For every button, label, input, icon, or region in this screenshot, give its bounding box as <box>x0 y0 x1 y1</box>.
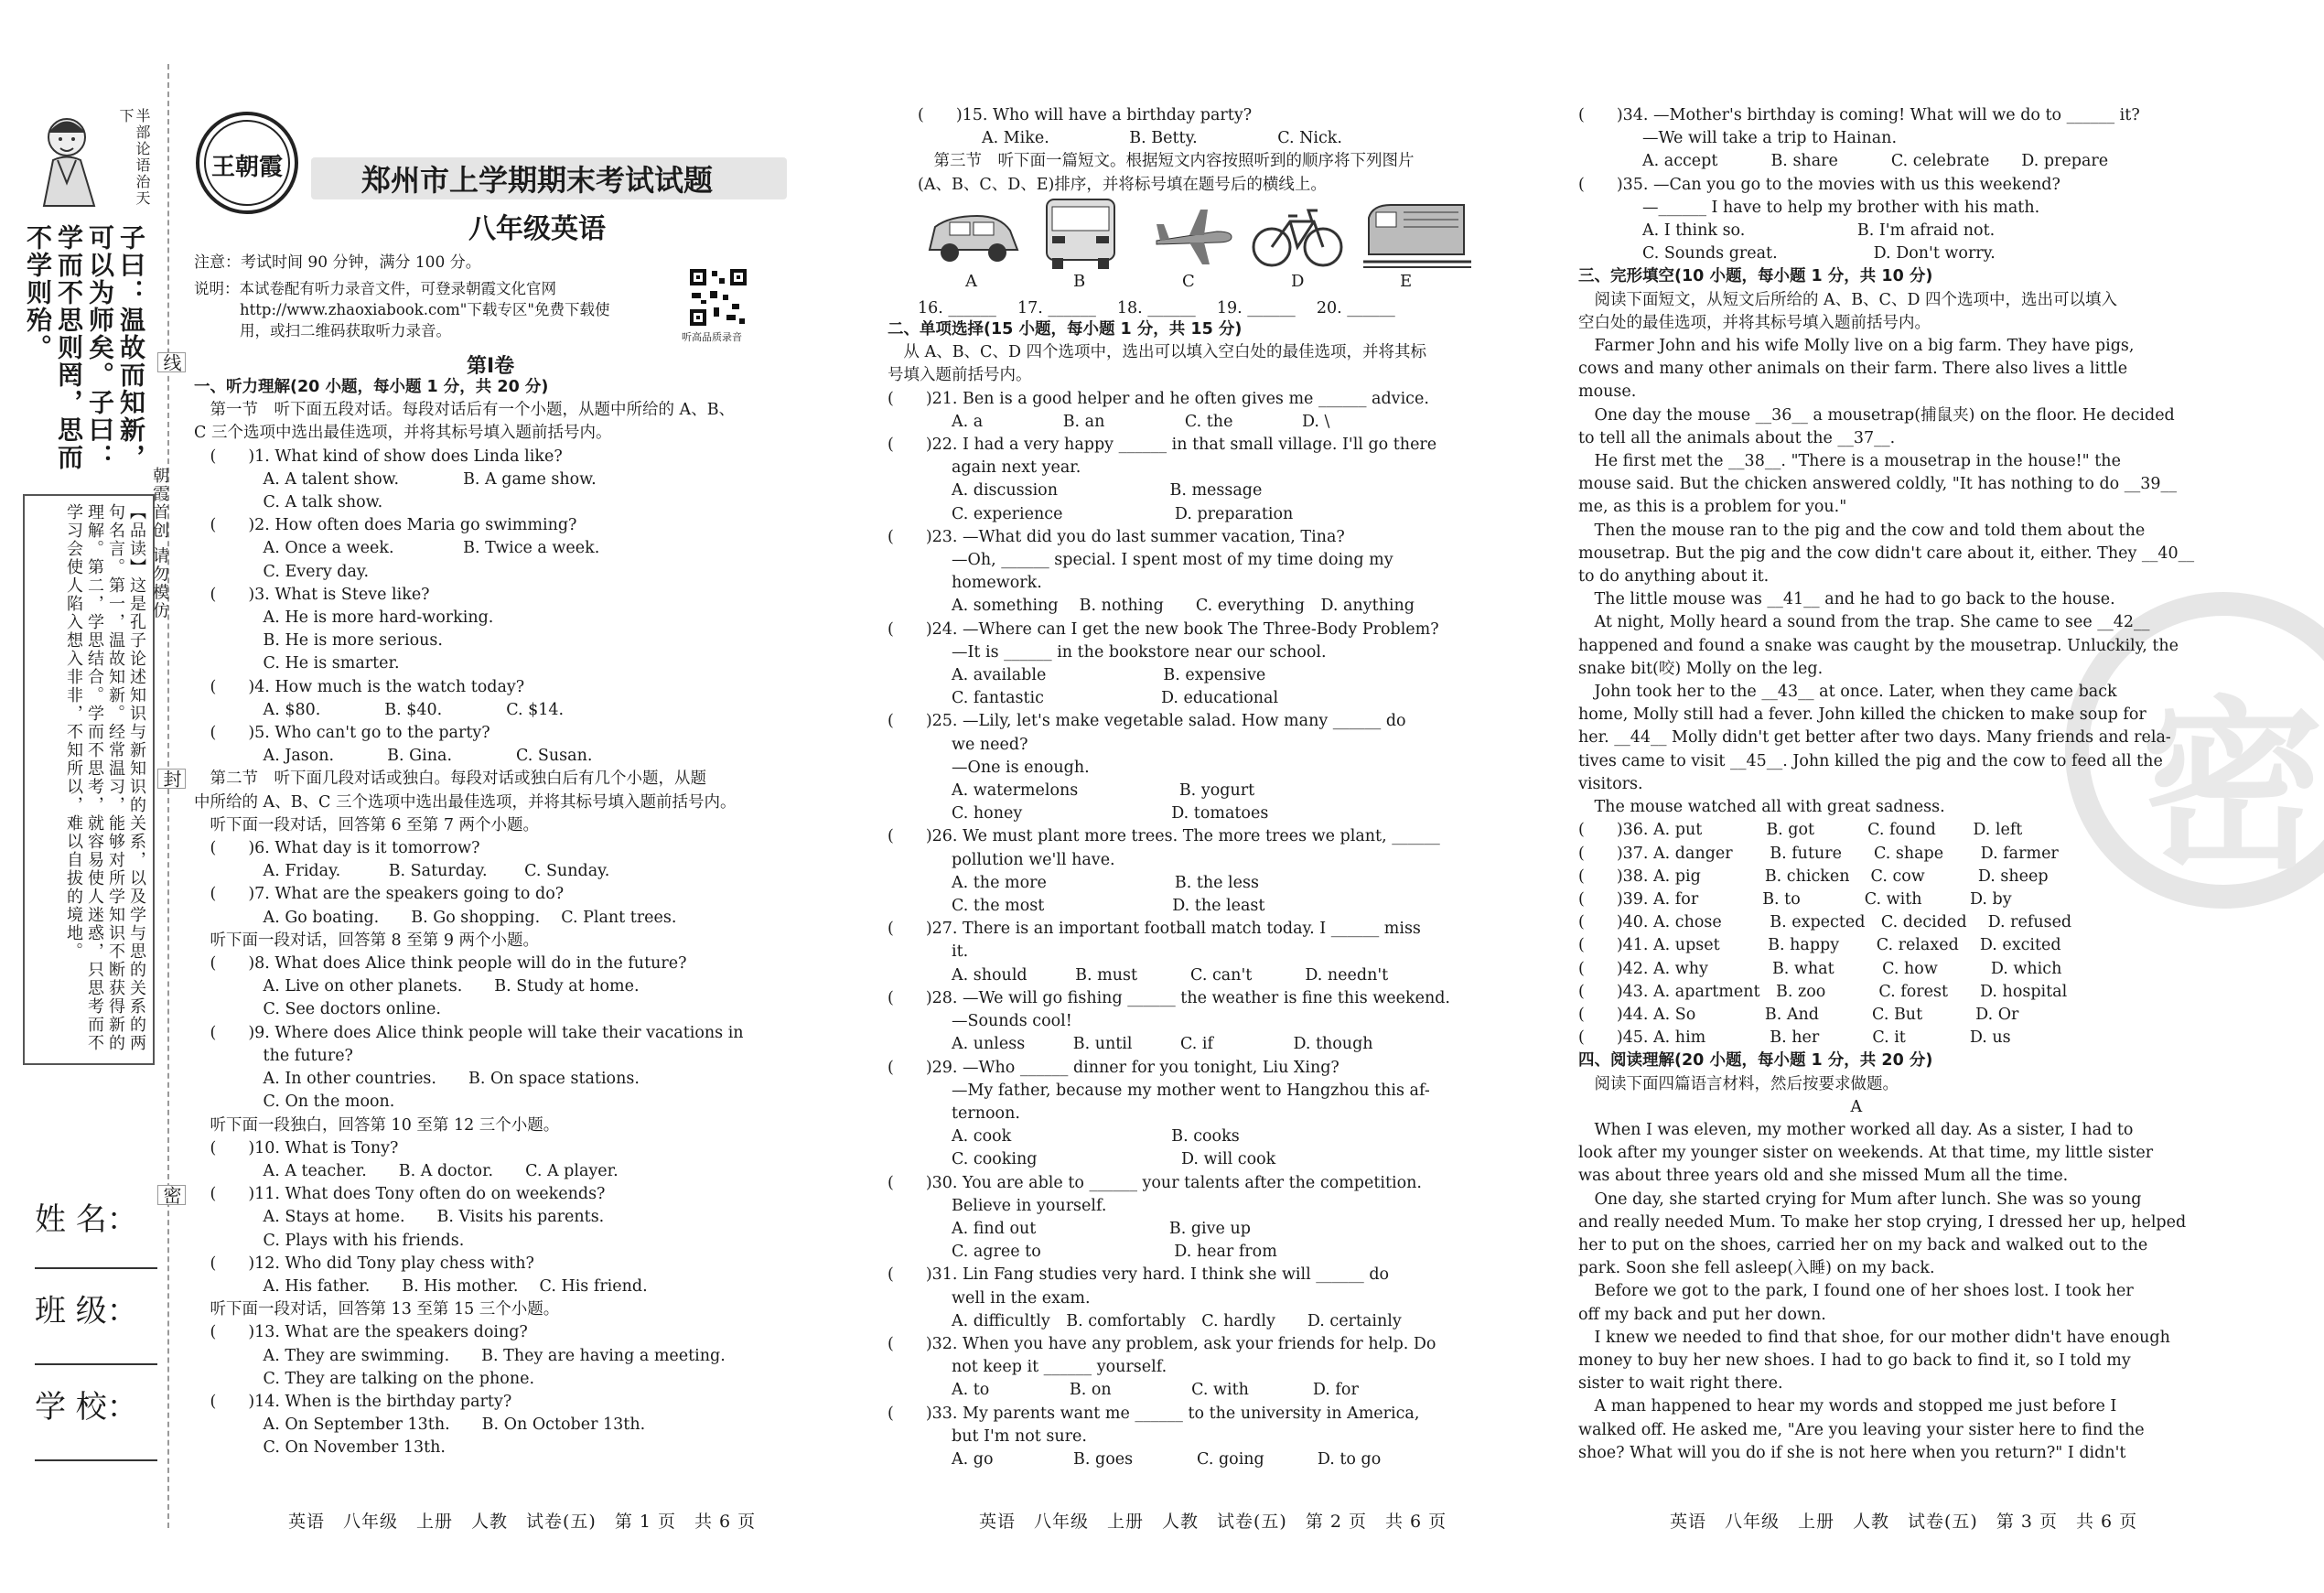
sidebar <box>18 101 151 1199</box>
text-line: 中所给的 A、B、C 三个选项中选出最佳选项，并将其标号填入题前括号内。 <box>194 792 737 812</box>
text-line: park. Soon she fell asleep(入睡) on my back. <box>1578 1259 1935 1278</box>
text-line: 空白处的最佳选项，并将其标号填入题前括号内。 <box>1578 313 1931 332</box>
text-line: B. He is more serious. <box>194 631 443 651</box>
picture-blanks: 16. ______ 17. ______ 18. ______ 19. ______ 20. ______ <box>918 299 1395 318</box>
text-line: ( )11. What does Tony often do on weekends? <box>194 1185 606 1204</box>
class-label: 班 级： <box>35 1293 138 1329</box>
text-line: C. honey D. tomatoes <box>888 804 1269 823</box>
column-2-top <box>918 104 1415 197</box>
text-line: When I was eleven, my mother worked all day. As a sister, I had to <box>1578 1120 2134 1139</box>
text-line: A. I think so. B. I'm afraid not. <box>1578 221 1996 241</box>
text-line: ( )9. Where does Alice think people will take their vacations in <box>194 1023 744 1042</box>
text-line: A <box>1578 1097 1863 1116</box>
text-line: ( )3. What is Steve like? <box>194 585 430 604</box>
text-line: A. His father. B. His mother. C. His friend. <box>194 1276 648 1296</box>
plane-icon <box>1153 204 1235 268</box>
text-line: look after my younger sister on weekends. At that time, my little sister <box>1578 1144 2154 1163</box>
text-line: ( )23. —What did you do last summer vacation, Tina? <box>888 527 1345 546</box>
text-line: John took her to the __43__ at once. Later, when they came back <box>1578 683 2117 702</box>
text-line: A. a B. an C. the D. \ <box>888 412 1330 431</box>
text-line: ( )31. Lin Fang studies very hard. I think she will ______ do <box>888 1265 1390 1285</box>
text-line: 阅读下面短文，从短文后所给的 A、B、C、D 四个选项中，选出可以填入 <box>1578 290 2118 309</box>
text-line: C. experience D. preparation <box>888 504 1294 523</box>
text-line: 听下面一段对话，回答第 6 至第 7 两个小题。 <box>194 815 540 834</box>
footer-page-3: 英语 八年级 上册 人教 试卷(五) 第 3 页 共 6 页 <box>1670 1512 2138 1532</box>
text-line: —One is enough. <box>888 758 1090 777</box>
text-line: A. cook B. cooks <box>888 1127 1240 1146</box>
qr-caption: 听高品质录音 <box>682 331 742 343</box>
text-line: 第一节 听下面五段对话。每段对话后有一个小题，从题中所给的 A、B、 <box>194 401 736 420</box>
text-line: C. Sounds great. D. Don't worry. <box>1578 244 1996 264</box>
text-line: 从 A、B、C、D 四个选项中，选出可以填入空白处的最佳选项，并将其标 <box>888 343 1427 362</box>
confucius-figure <box>26 110 113 210</box>
qr-code-icon[interactable] <box>688 267 748 328</box>
text-line: A. A talent show. B. A game show. <box>194 469 597 489</box>
text-line: C. On the moon. <box>194 1092 395 1112</box>
text-line: sister to wait right there. <box>1578 1374 1783 1394</box>
text-line: At night, Molly heard a sound from the trap. She came to see __42__ <box>1578 613 2150 632</box>
school-line[interactable] <box>35 1459 157 1461</box>
text-line: —______ I have to help my brother with his math. <box>1578 198 2040 217</box>
text-line: C. cooking D. will cook <box>888 1150 1276 1169</box>
text-line: the future? <box>194 1046 353 1065</box>
logo-text: 王朝霞 <box>210 154 283 181</box>
text-line: A. He is more hard-working. <box>194 608 494 628</box>
text-line: and really needed Mum. To make her stop crying, I dressed her up, helped <box>1578 1212 2187 1232</box>
picture-label-c: C <box>1182 272 1195 291</box>
text-line: mouse said. But the chicken answered coldly, "It has nothing to do __39__ <box>1578 475 2178 494</box>
text-line: A. discussion B. message <box>888 481 1263 501</box>
class-line[interactable] <box>35 1363 157 1365</box>
text-line: well in the exam. <box>888 1288 1091 1308</box>
school-label: 学 校： <box>35 1389 138 1426</box>
picture-label-b: B <box>1073 272 1086 291</box>
text-line: ( )37. A. danger B. future C. shape D. farmer <box>1578 844 2059 863</box>
text-line: C. Plays with his friends. <box>194 1231 465 1250</box>
text-line: 第三节 听下面一篇短文。根据短文内容按照听到的顺序将下列图片 <box>918 152 1415 171</box>
text-line: C. A talk show. <box>194 493 383 512</box>
text-line: ( )42. A. why B. what C. how D. which <box>1578 959 2062 978</box>
text-line: 四、阅读理解(20 小题，每小题 1 分，共 20 分) <box>1578 1051 1933 1071</box>
footer-page-1: 英语 八年级 上册 人教 试卷(五) 第 1 页 共 6 页 <box>288 1512 757 1532</box>
text-line: home, Molly still had a fever. John killed the chicken to make soup for <box>1578 705 2146 725</box>
bicycle-icon <box>1252 199 1343 271</box>
text-line: mouse. <box>1578 382 1637 402</box>
text-line: A. find out B. give up <box>888 1219 1251 1238</box>
text-line: One day, she started crying for Mum after lunch. She was so young <box>1578 1189 2142 1209</box>
text-line: ( )2. How often does Maria go swimming? <box>194 516 577 535</box>
text-line: ( )14. When is the birthday party? <box>194 1392 512 1411</box>
text-line: A. watermelons B. yogurt <box>888 781 1255 801</box>
note-text: 注意：考试时间 90 分钟，满分 100 分。 <box>194 253 481 272</box>
text-line: A. Friday. B. Saturday. C. Sunday. <box>194 862 610 881</box>
text-line: A. Go boating. B. Go shopping. C. Plant trees. <box>194 908 677 927</box>
text-line: ( )15. Who will have a birthday party? <box>918 106 1253 124</box>
text-line: A. should B. must C. can't D. needn't <box>888 965 1389 985</box>
text-line: happened and found a snake was caught by the mousetrap. Unluckily, the <box>1578 636 2179 655</box>
name-label: 姓 名： <box>35 1201 138 1238</box>
text-line: ( )30. You are able to ______ your talents after the competition. <box>888 1173 1422 1192</box>
text-line: again next year. <box>888 458 1081 478</box>
text-line: A. the more B. the less <box>888 873 1259 892</box>
picture-label-a: A <box>965 272 977 291</box>
text-line: 第二节 听下面几段对话或独白。每段对话或独白后有几个小题，从题 <box>194 770 706 789</box>
text-line: 号填入题前括号内。 <box>888 366 1032 385</box>
text-line: I knew we needed to find that shoe, for our mother didn't have enough <box>1578 1328 2170 1347</box>
picture-label-d: D <box>1291 272 1305 291</box>
text-line: not keep it ______ yourself. <box>888 1358 1167 1377</box>
text-line: ( )5. Who can't go to the party? <box>194 724 490 743</box>
text-line: A. Once a week. B. Twice a week. <box>194 539 600 558</box>
text-line: A. unless B. until C. if D. though <box>888 1035 1373 1054</box>
text-line: ( )7. What are the speakers going to do? <box>194 885 565 904</box>
text-line: visitors. <box>1578 774 1643 793</box>
text-line: The mouse watched all with great sadness. <box>1578 798 1945 817</box>
text-line: Farmer John and his wife Molly live on a big farm. They have pigs, <box>1578 337 2135 356</box>
text-line: homework. <box>888 574 1042 593</box>
text-line: C. They are talking on the phone. <box>194 1369 535 1388</box>
text-line: ( )29. —Who ______ dinner for you tonight, Liu Xing? <box>888 1058 1340 1077</box>
text-line: C. See doctors online. <box>194 1000 441 1019</box>
text-line: 三、完形填空(10 小题，每小题 1 分，共 10 分) <box>1578 267 1933 286</box>
text-line: mousetrap. But the pig and the cow didn't care about it, either. They __40__ <box>1578 544 2195 563</box>
text-line: Then the mouse ran to the pig and the cow and told them about the <box>1578 521 2146 540</box>
train-icon <box>1363 199 1471 271</box>
text-line: walked off. He asked me, "Are you leaving your sister here to find the <box>1578 1420 2145 1439</box>
text-line: shoe? What will you do if she is not here when you return?" I didn't <box>1578 1443 2126 1462</box>
name-line[interactable] <box>35 1267 157 1269</box>
motto-top: 半部论语治天下 <box>117 108 151 207</box>
text-line: 听下面一段对话，回答第 13 至第 15 三个小题。 <box>194 1300 560 1319</box>
exam-title: 郑州市上学期期末考试试题 <box>361 163 714 198</box>
text-line: He first met the __38__. "There is a mousetrap in the house!" the <box>1578 452 2121 471</box>
text-line: ( )33. My parents want me ______ to the university in America, <box>888 1404 1420 1423</box>
text-line: ( )34. —Mother's birthday is coming! What will we do to ______ it? <box>1578 106 2140 124</box>
text-line: A. Mike. B. Betty. C. Nick. <box>918 129 1342 148</box>
text-line: A. Jason. B. Gina. C. Susan. <box>194 747 593 766</box>
footer-page-2: 英语 八年级 上册 人教 试卷(五) 第 2 页 共 6 页 <box>979 1512 1447 1532</box>
text-line: ternoon. <box>888 1103 1020 1123</box>
cut-line <box>167 64 169 1528</box>
text-line: ( )43. A. apartment B. zoo C. forest D. hospital <box>1578 982 2068 1001</box>
text-line: A. Live on other planets. B. Study at home. <box>194 977 640 996</box>
text-line: A. Stays at home. B. Visits his parents. <box>194 1208 605 1227</box>
text-line: ( )26. We must plant more trees. The more trees we plant, ______ <box>888 827 1440 846</box>
text-line: C 三个选项中选出最佳选项，并将其标号填入题前括号内。 <box>194 424 612 443</box>
text-line: me, as this is a problem for you." <box>1578 498 1847 517</box>
text-line: C. Every day. <box>194 562 370 581</box>
volume-title: 第Ⅰ卷 <box>467 355 515 378</box>
bus-icon <box>1039 194 1122 273</box>
desc-line-2: http://www.zhaoxiabook.com"下载专区"免费下载使 <box>240 301 610 318</box>
text-line: 听下面一段独白，回答第 10 至第 12 三个小题。 <box>194 1115 560 1135</box>
text-line: ( )36. A. put B. got C. found D. left <box>1578 821 2023 840</box>
text-line: —Oh, ______ special. I spent most of my time doing my <box>888 551 1393 570</box>
text-line: A. go B. goes C. going D. to go <box>888 1449 1382 1469</box>
text-line: her to put on the shoes, carried her on my back and walked out to the <box>1578 1235 2148 1254</box>
text-line: C. agree to D. hear from <box>888 1243 1277 1262</box>
text-line: pollution we'll have. <box>888 850 1115 869</box>
text-line: C. fantastic D. educational <box>888 689 1279 708</box>
text-line: One day the mouse __36__ a mousetrap(捕鼠夹) on the floor. He decided <box>1578 405 2175 425</box>
text-line: to tell all the animals about the __37__. <box>1578 428 1896 447</box>
text-line: ( )8. What does Alice think people will do in the future? <box>194 954 687 974</box>
column-2 <box>888 318 1450 1471</box>
text-line: ( )39. A. for B. to C. with D. by <box>1578 889 2012 909</box>
text-line: ( )25. —Lily, let's make vegetable salad. How many ______ do <box>888 712 1406 731</box>
text-line: ( )35. —Can you go to the movies with us this weekend? <box>1578 175 2060 194</box>
text-line: A. $80. B. $40. C. $14. <box>194 700 565 719</box>
text-line: ( )27. There is an important football match today. I ______ miss <box>888 920 1421 939</box>
reading-text: 【品读】这是孔子论述知识与新知识的关系，以及学与思的关系的两句名言。第一，温故知新。经常温习，能够对所学知识不断获得新的理解。第二，学思结合。学而不思考，就容易使人迷惑，只思考而不学习会使人陷入想入非非，不知所以，难以自拔的境地。 <box>64 503 146 1052</box>
car-icon <box>922 199 1023 271</box>
text-line: —My father, because my mother went to Hangzhou this af- <box>888 1081 1430 1100</box>
text-line: C. He is smarter. <box>194 654 400 673</box>
text-line: 阅读下面四篇语言材料，然后按要求做题。 <box>1578 1074 1899 1093</box>
picture-label-e: E <box>1400 272 1413 291</box>
text-line: C. the most D. the least <box>888 897 1265 916</box>
text-line: 听下面一段对话，回答第 8 至第 9 两个小题。 <box>194 931 540 950</box>
text-line: —We will take a trip to Hainan. <box>1578 129 1898 148</box>
text-line: off my back and put her down. <box>1578 1305 1826 1324</box>
text-line: ( )45. A. him B. her C. it D. us <box>1578 1028 2011 1048</box>
text-line: was about three years old and she missed Mum all the time. <box>1578 1167 2069 1186</box>
text-line: (A、B、C、D、E)排序，并将标号填在题号后的横线上。 <box>918 175 1327 194</box>
text-line: A. A teacher. B. A doctor. C. A player. <box>194 1161 619 1180</box>
text-line: A. something B. nothing C. everything D. anything <box>888 597 1415 616</box>
text-line: ( )22. I had a very happy ______ in that small village. I'll go there <box>888 436 1437 455</box>
cut-label-3: 密 <box>157 1185 186 1205</box>
text-line: ( )1. What kind of show does Linda like? <box>194 447 563 466</box>
cut-label-2: 封 <box>157 769 186 789</box>
text-line: ( )32. When you have any problem, ask your friends for help. Do <box>888 1334 1436 1353</box>
text-line: tives came to visit __45__. John killed the pig and the cow to feed all the <box>1578 751 2163 770</box>
text-line: ( )41. A. upset B. happy C. relaxed D. excited <box>1578 936 2061 955</box>
text-line: A. On September 13th. B. On October 13th. <box>194 1415 646 1435</box>
reading-box <box>23 494 155 1065</box>
text-line: but I'm not sure. <box>888 1426 1087 1446</box>
text-line: ( )13. What are the speakers doing? <box>194 1323 528 1342</box>
text-line: A man happened to hear my words and stopped me just before I <box>1578 1397 2117 1416</box>
text-line: C. On November 13th. <box>194 1438 446 1458</box>
grade-title: 八年级英语 <box>468 213 606 245</box>
text-line: ( )21. Ben is a good helper and he often gives me ______ advice. <box>888 389 1429 408</box>
text-line: —It is ______ in the bookstore near our school. <box>888 642 1327 662</box>
text-line: money to buy her new shoes. I had to go back to find it, so I told my <box>1578 1351 2131 1370</box>
text-line: A. available B. expensive <box>888 666 1266 685</box>
text-line: ( )28. —We will go fishing ______ the weather is fine this weekend. <box>888 988 1450 1007</box>
text-line: 一、听力理解(20 小题，每小题 1 分，共 20 分) <box>194 378 549 396</box>
text-line: A. difficultly B. comfortably C. hardly D. certainly <box>888 1311 1402 1330</box>
text-line: we need? <box>888 735 1028 754</box>
text-line: Believe in yourself. <box>888 1196 1107 1215</box>
text-line: ( )6. What day is it tomorrow? <box>194 839 480 858</box>
text-line: A. to B. on C. with D. for <box>888 1381 1359 1400</box>
text-line: ( )10. What is Tony? <box>194 1138 399 1157</box>
text-line: ( )12. Who did Tony play chess with? <box>194 1254 534 1273</box>
text-line: A. In other countries. B. On space stations. <box>194 1070 640 1089</box>
text-line: snake bit(咬) Molly on the leg. <box>1578 659 1824 678</box>
confucius-quote: 子曰：温故而知新，可以为师矣。子曰：学而不思则罔，思而不学则殆。 <box>23 224 146 471</box>
text-line: ( )44. A. So B. And C. But D. Or <box>1578 1005 2019 1024</box>
text-line: 二、单项选择(15 小题，每小题 1 分，共 15 分) <box>888 320 1243 339</box>
logo <box>192 108 302 218</box>
text-line: her. __44__ Molly didn't get better after two days. Many friends and rela- <box>1578 728 2171 748</box>
desc-line-1: 说明：本试卷配有听力录音文件，可登录朝霞文化官网 <box>194 280 556 297</box>
desc-line-3: 用，或扫二维码获取听力录音。 <box>240 322 451 339</box>
text-line: A. accept B. share C. celebrate D. prepare <box>1578 152 2109 171</box>
text-line: Before we got to the park, I found one of her shoes lost. I took her <box>1578 1282 2134 1301</box>
text-line: ( )24. —Where can I get the new book The Three-Body Problem? <box>888 619 1439 639</box>
cut-label-1: 线 <box>157 352 186 372</box>
warning-text: 朝霞首创 请勿模仿 <box>150 467 169 620</box>
text-line: cows and many other animals on their farm. There also lives a little <box>1578 360 2128 379</box>
text-line: ( )38. A. pig B. chicken C. cow D. sheep <box>1578 866 2049 886</box>
column-1 <box>194 376 744 1460</box>
text-line: ( )40. A. chose B. expected C. decided D. refused <box>1578 913 2072 932</box>
text-line: The little mouse was __41__ and he had to go back to the house. <box>1578 590 2115 609</box>
text-line: it. <box>888 942 969 962</box>
text-line: —Sounds cool! <box>888 1012 1072 1031</box>
text-line: ( )4. How much is the watch today? <box>194 677 525 696</box>
watermark-text: 密 <box>2141 679 2324 894</box>
text-line: to do anything about it. <box>1578 567 1770 587</box>
column-3 <box>1578 104 2194 1465</box>
text-line: A. They are swimming. B. They are having a meeting. <box>194 1346 726 1365</box>
